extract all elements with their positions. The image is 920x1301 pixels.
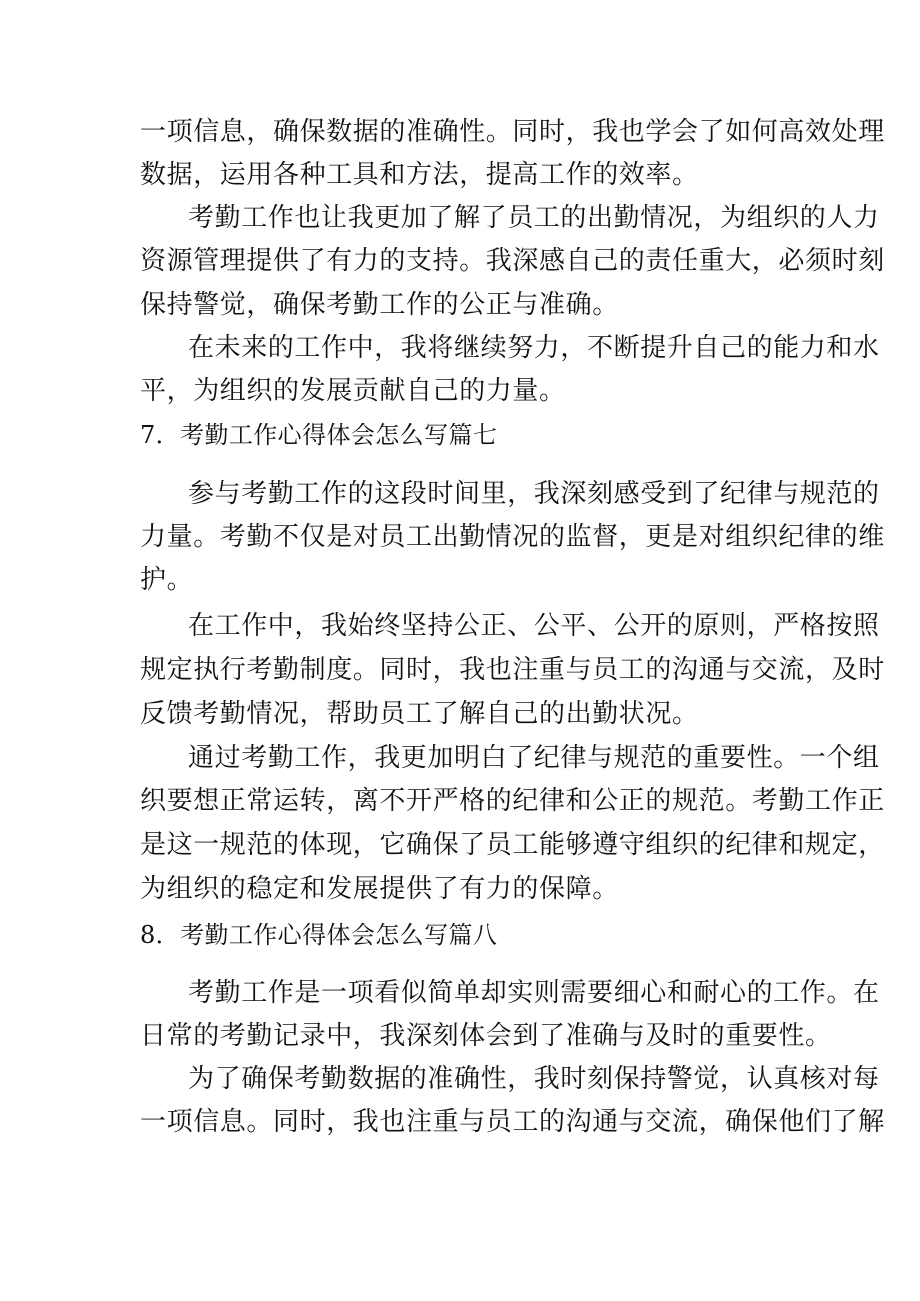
text-line: 护。 <box>140 565 194 595</box>
text-line: 在未来的工作中，我将继续努力，不断提升自己的能力和水 <box>188 333 880 363</box>
text-line: 一项信息。同时，我也注重与员工的沟通与交流，确保他们了解 <box>140 1107 885 1137</box>
text-line: 保持警觉，确保考勤工作的公正与准确。 <box>140 290 619 320</box>
text-line: 织要想正常运转，离不开严格的纪律和公正的规范。考勤工作正 <box>140 786 885 816</box>
section-heading-7: 7．考勤工作心得体会怎么写篇七 <box>140 421 498 449</box>
text-line: 日常的考勤记录中，我深刻体会到了准确与及时的重要性。 <box>140 1021 832 1051</box>
text-line: 反馈考勤情况，帮助员工了解自己的出勤状况。 <box>140 699 699 729</box>
text-line: 考勤工作是一项看似简单却实则需要细心和耐心的工作。在 <box>188 978 880 1008</box>
text-line: 平，为组织的发展贡献自己的力量。 <box>140 376 566 406</box>
text-line: 考勤工作也让我更加了解了员工的出勤情况，为组织的人力 <box>188 203 880 233</box>
text-line: 是这一规范的体现，它确保了员工能够遵守组织的纪律和规定， <box>140 830 885 860</box>
text-line: 为组织的稳定和发展提供了有力的保障。 <box>140 874 619 904</box>
text-line: 资源管理提供了有力的支持。我深感自己的责任重大，必须时刻 <box>140 246 885 276</box>
text-line: 通过考勤工作，我更加明白了纪律与规范的重要性。一个组 <box>188 743 880 773</box>
section-heading-8: 8．考勤工作心得体会怎么写篇八 <box>140 921 498 949</box>
text-line: 力量。考勤不仅是对员工出勤情况的监督，更是对组织纪律的维 <box>140 522 885 552</box>
text-line: 参与考勤工作的这段时间里，我深刻感受到了纪律与规范的 <box>188 479 880 509</box>
text-line: 数据，运用各种工具和方法，提高工作的效率。 <box>140 160 699 190</box>
text-line: 为了确保考勤数据的准确性，我时刻保持警觉，认真核对每 <box>188 1064 880 1094</box>
text-line: 一项信息，确保数据的准确性。同时，我也学会了如何高效处理 <box>140 117 885 147</box>
text-line: 规定执行考勤制度。同时，我也注重与员工的沟通与交流，及时 <box>140 655 885 685</box>
text-line: 在工作中，我始终坚持公正、公平、公开的原则，严格按照 <box>188 611 880 641</box>
